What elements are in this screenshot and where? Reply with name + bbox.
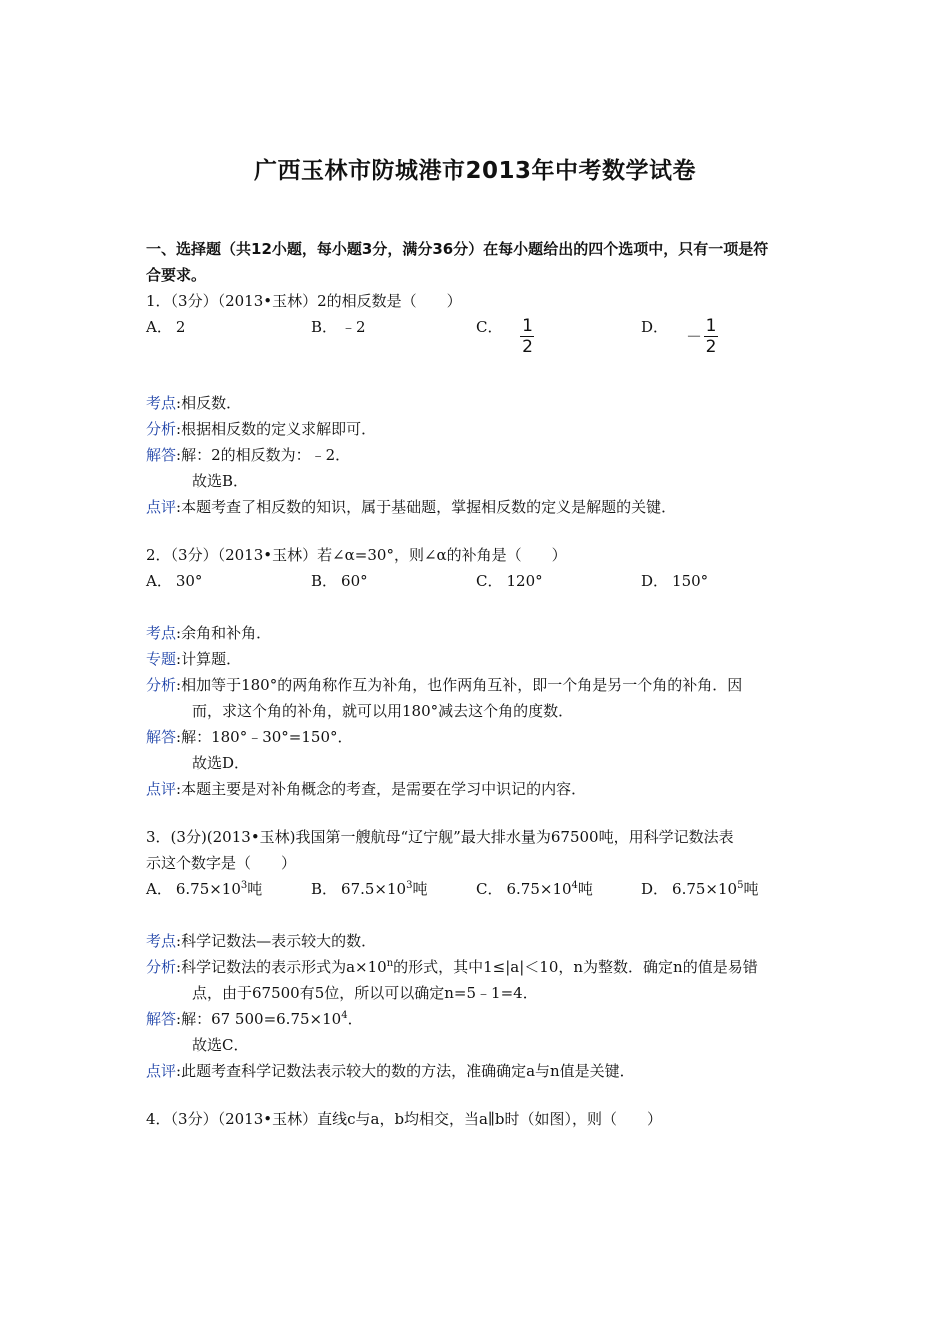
question-1-stem: 1．（3分）（2013•玉林）2的相反数是（ ）: [146, 292, 462, 310]
question-3-options: [146, 876, 816, 902]
analysis-row-fenxi: 分析 : 根据相反数的定义求解即可．: [146, 416, 816, 442]
analysis-answer: 故选B．: [192, 472, 249, 490]
analysis-row-kaodian: 考点 : 余角和补角．: [146, 620, 816, 646]
question-2-analysis: [146, 620, 816, 802]
option-label: C．: [476, 880, 503, 898]
exponent: n: [386, 958, 394, 969]
option-text: $6.75\times 10^3$吨: [175, 880, 263, 898]
option-text: ﹣2: [341, 318, 366, 336]
exponent: 3: [240, 880, 248, 891]
analysis-key: 解答: [146, 446, 177, 464]
analysis-value: 本题主要是对补角概念的考查，是需要在学习中识记的内容．: [181, 780, 587, 798]
fraction-numerator: 1: [522, 316, 533, 336]
minus-sign: －: [686, 326, 703, 346]
option-label: D．: [641, 880, 669, 898]
option-c: [476, 876, 641, 902]
question-1: [146, 288, 816, 356]
option-label: A．: [146, 572, 172, 590]
analysis-continuation: 而，求这个角的补角，就可以用180°减去这个角的度数．: [192, 702, 574, 720]
option-text: 30°: [175, 572, 203, 590]
option-label: C．: [476, 318, 503, 336]
analysis-row-kaodian: 考点 : 相反数．: [146, 390, 816, 416]
section-heading-line2: 合要求。: [146, 266, 207, 284]
analysis-value: 解：180°﹣30°=150°．: [181, 728, 353, 746]
analysis-key: 点评: [146, 498, 177, 516]
analysis-answer: 故选D．: [192, 754, 250, 772]
section-heading-line1: 一、选择题（共12小题，每小题3分，满分36分）在每小题给出的四个选项中，只有一项是符: [146, 240, 769, 258]
option-label: B．: [311, 318, 338, 336]
option-label: A．: [146, 880, 172, 898]
question-4: [146, 1106, 816, 1132]
fraction-numerator: 1: [705, 316, 717, 336]
option-label: B．: [311, 880, 338, 898]
option-b: [311, 314, 476, 356]
option-b: [311, 876, 476, 902]
option-d: [641, 568, 806, 594]
analysis-value: 余角和补角．: [181, 624, 272, 642]
fraction-denominator: 2: [522, 337, 533, 357]
option-b: [311, 568, 476, 594]
analysis-row-jieda: 解答 : 解：2的相反数为：﹣2．: [146, 442, 816, 468]
option-text: 2: [175, 318, 186, 336]
analysis-value: 计算题．: [181, 650, 242, 668]
option-label: C．: [476, 572, 503, 590]
analysis-key: 点评: [146, 1062, 177, 1080]
content: [146, 236, 816, 1132]
option-label: D．: [641, 572, 669, 590]
question-4-stem: 4．（3分）（2013•玉林）直线c与a，b均相交，当a∥b时（如图），则（ ）: [146, 1110, 663, 1128]
question-3-analysis: [146, 928, 816, 1084]
option-d: [641, 876, 806, 902]
analysis-key: 考点: [146, 394, 177, 412]
analysis-key: 专题: [146, 650, 177, 668]
analysis-key: 分析: [146, 676, 177, 694]
analysis-row-jieda: 解答 : 解：180°﹣30°=150°．: [146, 724, 816, 750]
option-c: [476, 314, 641, 356]
option-label: A．: [146, 318, 172, 336]
fraction-denominator: 2: [705, 337, 717, 357]
analysis-key: 解答: [146, 728, 177, 746]
analysis-continuation: 点，由于67500有5位，所以可以确定n=5﹣1=4．: [192, 984, 538, 1002]
option-text: 120°: [506, 572, 543, 590]
section-heading: [146, 236, 816, 288]
analysis-key: 解答: [146, 1010, 177, 1028]
analysis-value: 根据相反数的定义求解即可．: [181, 420, 377, 438]
option-c: [476, 568, 641, 594]
exponent: 4: [341, 1010, 348, 1021]
page-title: 广西玉林市防城港市2013年中考数学试卷: [253, 158, 696, 184]
option-text: 60°: [341, 572, 368, 590]
analysis-row-kaodian: 考点 : 科学记数法—表示较大的数．: [146, 928, 816, 954]
analysis-key: 考点: [146, 624, 177, 642]
option-label: D．: [641, 318, 669, 336]
option-text: $6.75\times 10^5$吨: [672, 880, 759, 898]
analysis-value: 解：67 $500=6.75\times 10^4$．: [181, 1010, 363, 1028]
fraction: [520, 317, 534, 356]
exponent: 4: [571, 880, 578, 891]
analysis-answer: 故选C．: [192, 1036, 249, 1054]
option-text: $67.5\times 10^3$吨: [341, 880, 428, 898]
question-2: [146, 542, 816, 594]
analysis-value: 解：2的相反数为：﹣2．: [181, 446, 351, 464]
analysis-key: 点评: [146, 780, 177, 798]
analysis-row-dianping: 点评 : 本题考查了相反数的知识，属于基础题，掌握相反数的定义是解题的关键．: [146, 494, 816, 520]
analysis-key: 分析: [146, 958, 177, 976]
analysis-row-fenxi: 分析 : 科学记数法的表示形式为$a\times 10^n$的形式，其中1≤|a|＜10，n为整数．确定n的值是易错: [146, 954, 816, 980]
option-a: [146, 314, 311, 356]
analysis-row-dianping: 点评 : 本题主要是对补角概念的考查，是需要在学习中识记的内容．: [146, 776, 816, 802]
exponent: 3: [406, 880, 413, 891]
question-3: [146, 824, 816, 902]
analysis-value: 相反数．: [181, 394, 242, 412]
exponent: 5: [737, 880, 744, 891]
option-a: [146, 568, 311, 594]
analysis-value: 科学记数法—表示较大的数．: [181, 932, 377, 950]
question-1-analysis: [146, 390, 816, 520]
analysis-value: 相加等于180°的两角称作互为补角，也作两角互补，即一个角是另一个角的补角．因: [181, 676, 743, 694]
question-3-stem-line1: 3．(3分)(2013•玉林)我国第一艘航母“辽宁舰”最大排水量为67500吨，用科学记数法表: [146, 828, 734, 846]
option-label: B．: [311, 572, 338, 590]
question-3-stem-line2: 示这个数字是（ ）: [146, 854, 297, 872]
option-text: 150°: [672, 572, 709, 590]
negative-fraction: [686, 317, 718, 356]
fraction: [704, 317, 718, 356]
option-text: $6.75\times 10^4$吨: [506, 880, 593, 898]
option-a: [146, 876, 311, 902]
option-d: [641, 314, 806, 356]
analysis-key: 分析: [146, 420, 177, 438]
analysis-row-zhuanti: 专题 : 计算题．: [146, 646, 816, 672]
analysis-value: 本题考查了相反数的知识，属于基础题，掌握相反数的定义是解题的关键．: [181, 498, 677, 516]
question-2-stem: 2．（3分）（2013•玉林）若∠α=30°，则∠α的补角是（ ）: [146, 546, 567, 564]
analysis-row-dianping: 点评 : 此题考查科学记数法表示较大的数的方法，准确确定a与n值是关键．: [146, 1058, 816, 1084]
analysis-row-jieda: 解答 : 解：67 $500=6.75\times 10^4$．: [146, 1006, 816, 1032]
question-2-options: [146, 568, 816, 594]
analysis-value: 科学记数法的表示形式为$a\times 10^n$的形式，其中1≤|a|＜10，n为整数．确定n的值是易错: [181, 958, 758, 976]
analysis-value: 此题考查科学记数法表示较大的数的方法，准确确定a与n值是关键．: [181, 1062, 635, 1080]
question-1-options: [146, 314, 816, 356]
analysis-row-fenxi: 分析 : 相加等于180°的两角称作互为补角，也作两角互补，即一个角是另一个角的补角．因: [146, 672, 816, 698]
analysis-key: 考点: [146, 932, 177, 950]
